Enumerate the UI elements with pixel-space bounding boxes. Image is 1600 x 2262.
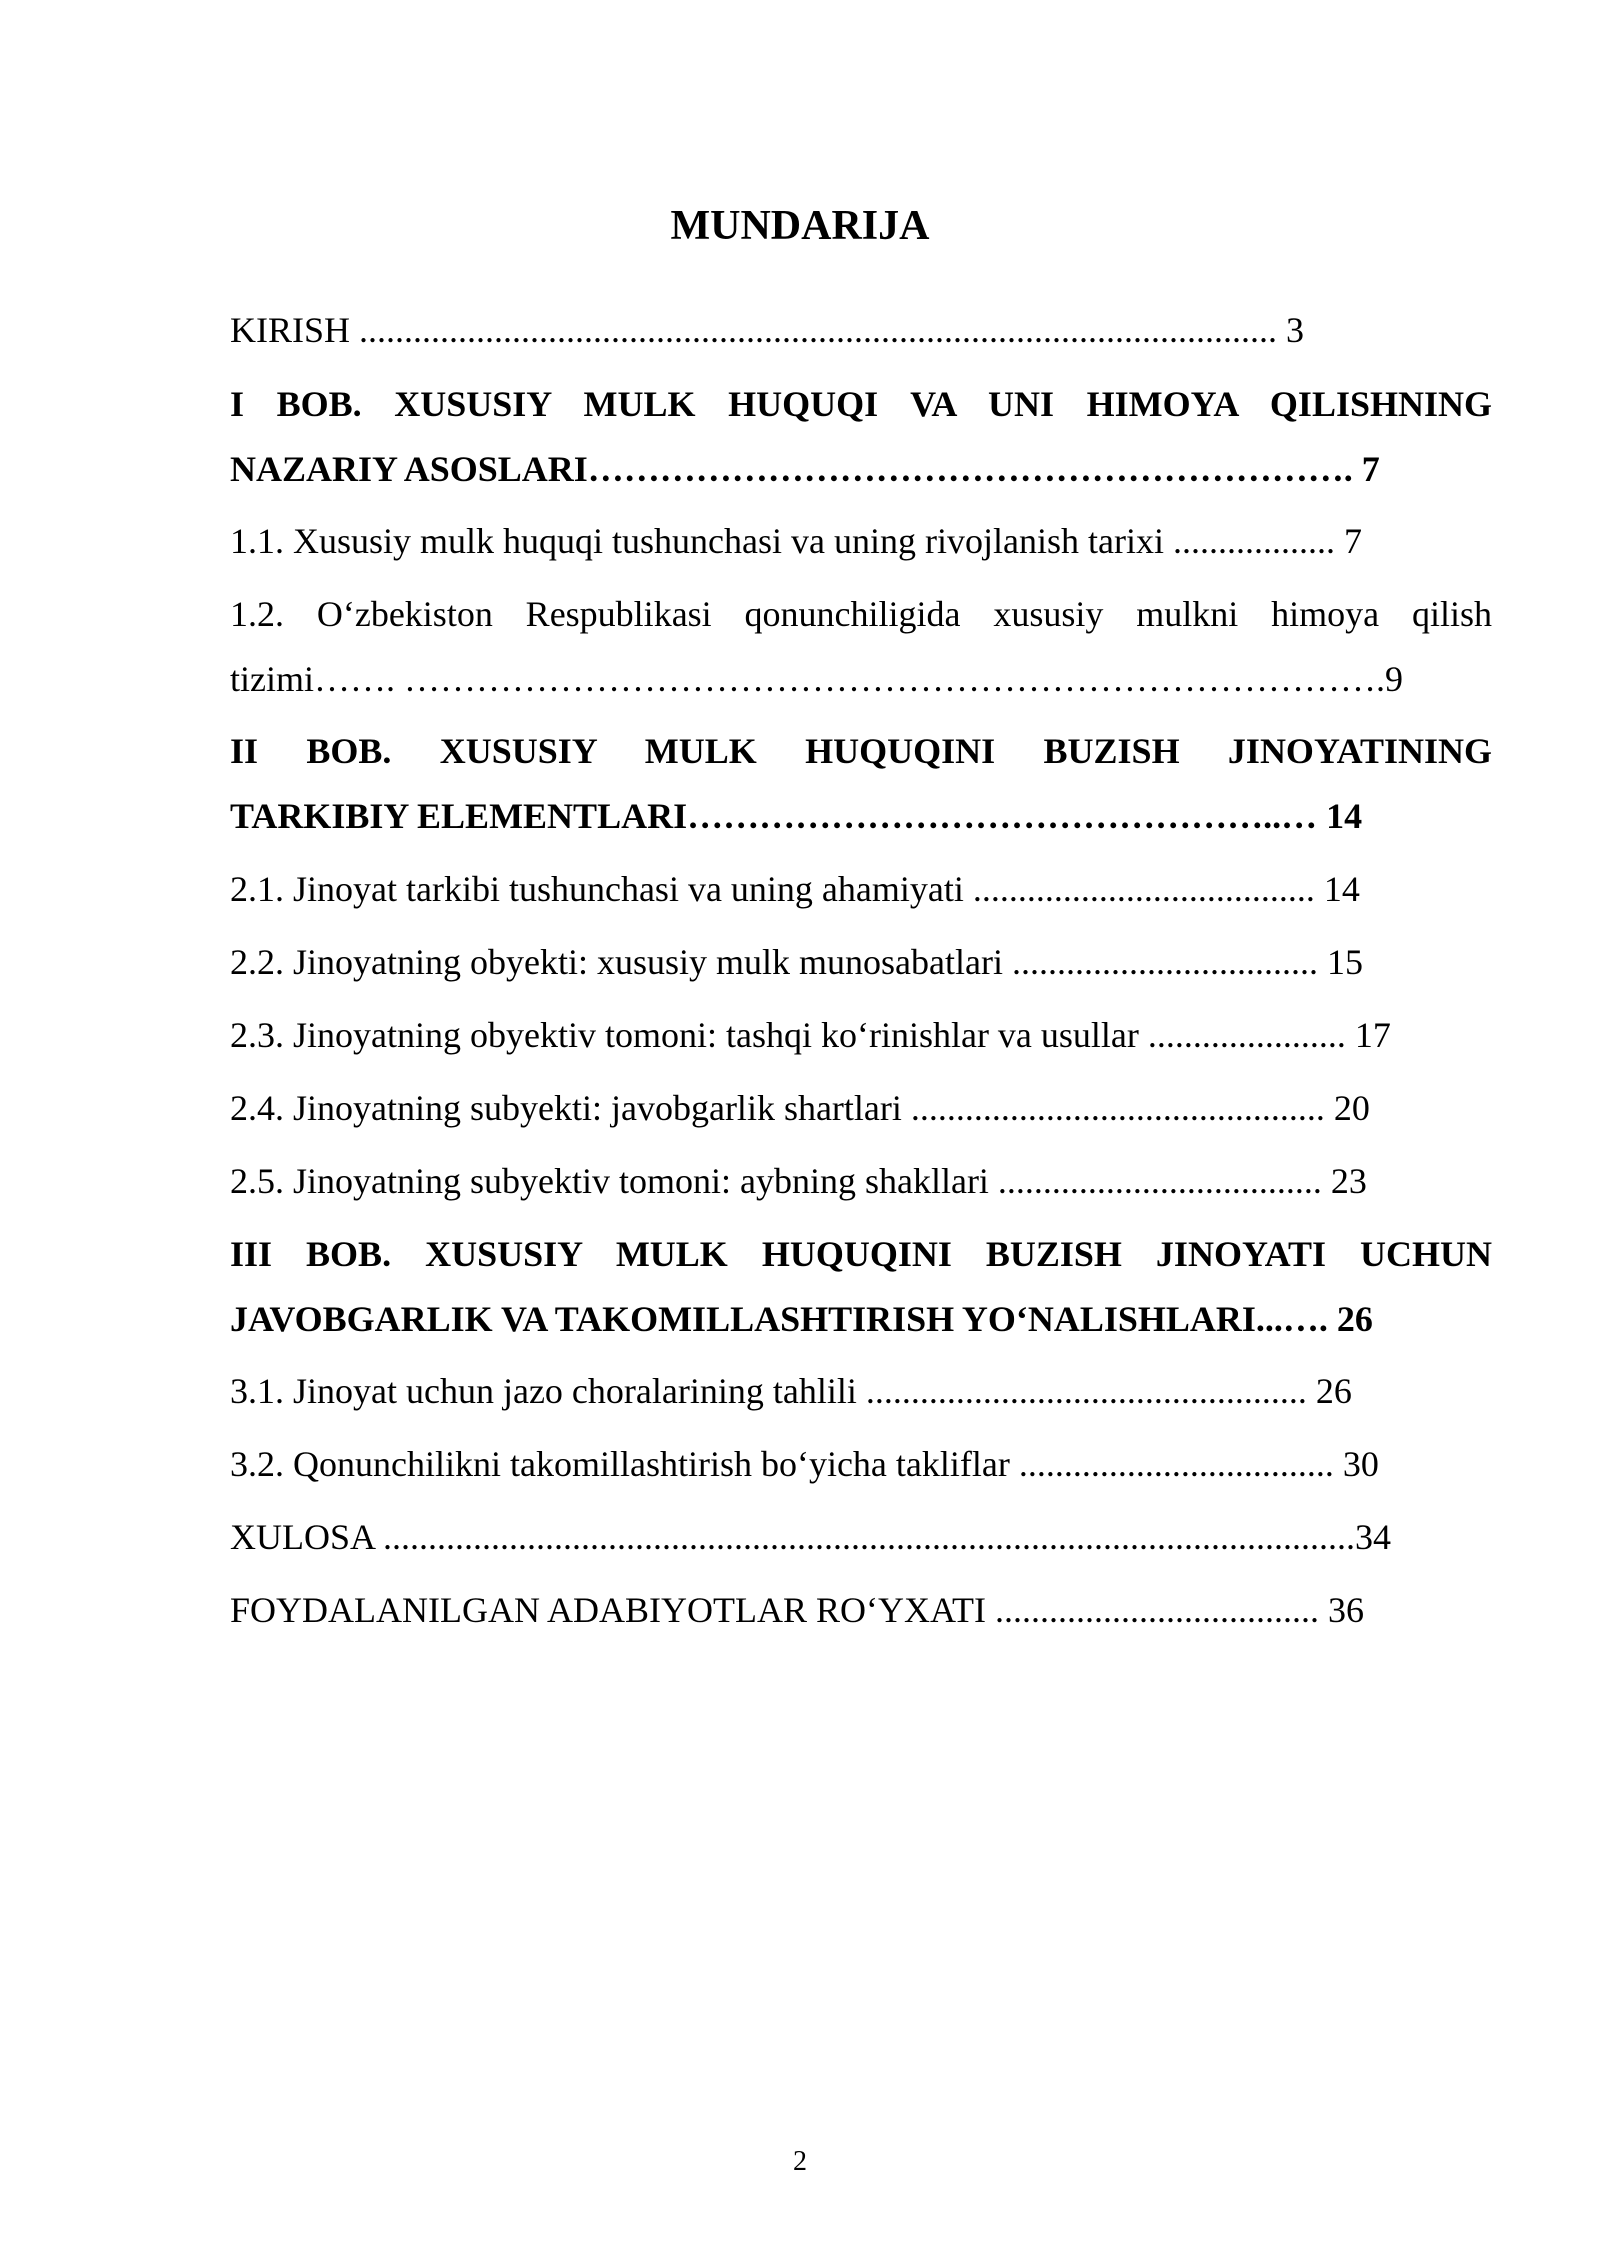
toc-entry-3-1: 3.1. Jinoyat uchun jazo choralarining tahlili ................................................. 26 [230, 1371, 1352, 1411]
toc-entry-3-2: 3.2. Qonunchilikni takomillashtirish bo‘yicha takliflar ................................... 30 [230, 1444, 1379, 1484]
toc-entry-2-5: 2.5. Jinoyatning subyektiv tomoni: aybning shakllari .................................... 23 [230, 1161, 1367, 1201]
toc-entry-1-2-line-1: 1.2. O‘zbekiston Respublikasi qonunchiligida xususiy mulkni himoya qilish [230, 594, 1492, 634]
toc-entry-2-2: 2.2. Jinoyatning obyekti: xususiy mulk munosabatlari .................................. 15 [230, 942, 1363, 982]
toc-entry-1-2-line-2: tizimi……. ……………………………………………………………………….9 [230, 659, 1403, 699]
toc-entry-1-1: 1.1. Xususiy mulk huquqi tushunchasi va uning rivojlanish tarixi .................. 7 [230, 521, 1362, 561]
page-title: MUNDARIJA [670, 203, 930, 249]
toc-chapter-1-line-1: I BOB. XUSUSIY MULK HUQUQI VA UNI HIMOYA QILISHNING [230, 384, 1492, 424]
toc-entry-kirish: KIRISH ...................................................................................................... 3 [230, 310, 1305, 350]
toc-entry-2-4: 2.4. Jinoyatning subyekti: javobgarlik shartlari .............................................. 20 [230, 1088, 1370, 1128]
page-number: 2 [793, 2146, 807, 2177]
toc-entry-adabiyotlar: FOYDALANILGAN ADABIYOTLAR RO‘YXATI .................................... 36 [230, 1590, 1364, 1630]
toc-entry-xulosa: XULOSA ............................................................................................................34 [230, 1517, 1392, 1557]
toc-entry-2-1: 2.1. Jinoyat tarkibi tushunchasi va uning ahamiyati ...................................... 14 [230, 869, 1360, 909]
toc-chapter-3-line-2: JAVOBGARLIK VA TAKOMILLASHTIRISH YO‘NALISHLARI...…. 26 [230, 1299, 1373, 1339]
toc-chapter-3-line-1: III BOB. XUSUSIY MULK HUQUQINI BUZISH JINOYATI UCHUN [230, 1234, 1492, 1274]
toc-chapter-2-line-2: TARKIBIY ELEMENTLARI…………………………………………..… 14 [230, 796, 1363, 836]
toc-chapter-2-line-1: II BOB. XUSUSIY MULK HUQUQINI BUZISH JINOYATINING [230, 731, 1492, 771]
toc-chapter-1-line-2: NAZARIY ASOSLARI………………………………………………………. 7 [230, 449, 1380, 489]
toc-entry-2-3: 2.3. Jinoyatning obyektiv tomoni: tashqi ko‘rinishlar va usullar ...................... 17 [230, 1015, 1391, 1055]
